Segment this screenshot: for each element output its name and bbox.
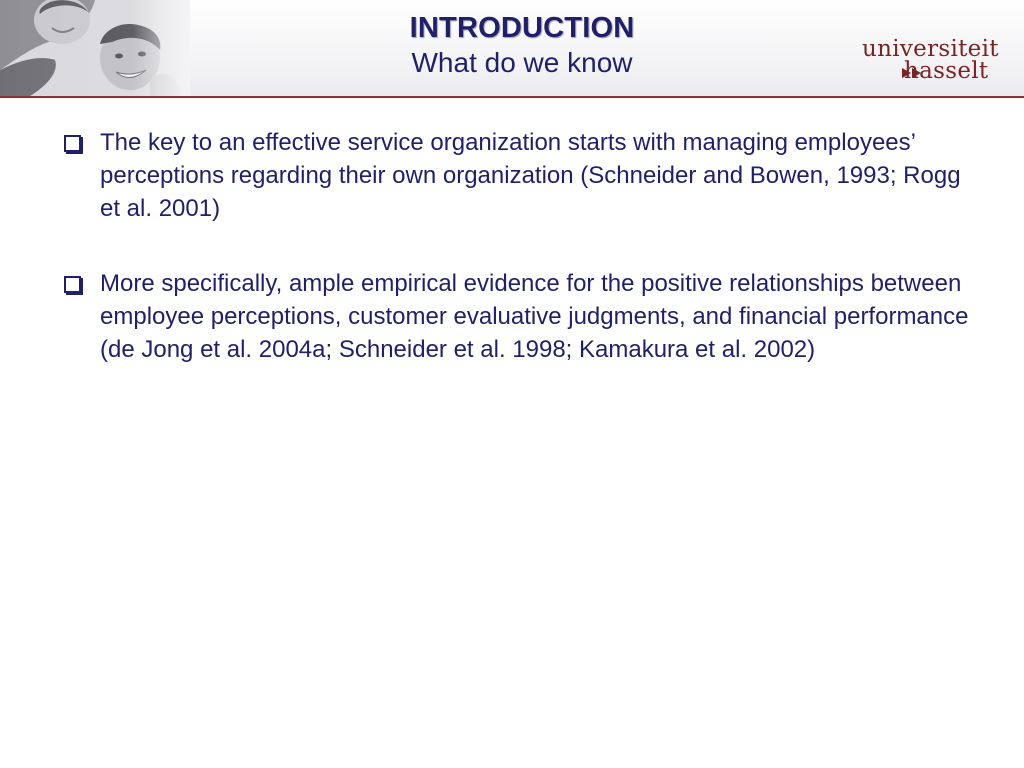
bullet-text: The key to an effective service organization starts with managing employees’ perceptions regarding their own organization (Schneider and Bowen, 1993; Rogg et al. 2001) bbox=[100, 129, 961, 222]
slide-header bbox=[0, 0, 1024, 96]
logo-text-line2: hasselt bbox=[904, 58, 989, 84]
header-photo bbox=[0, 0, 190, 96]
bullet-list bbox=[64, 126, 984, 366]
slide-title: INTRODUCTION bbox=[409, 12, 635, 44]
checkbox-square-icon bbox=[64, 135, 81, 152]
logo-text-line1: universiteit bbox=[862, 36, 999, 62]
bullet-item bbox=[64, 126, 984, 225]
checkbox-square-icon bbox=[64, 276, 81, 293]
bullet-item bbox=[64, 267, 984, 366]
slide-subtitle: What do we know bbox=[411, 47, 633, 78]
bullet-text: More specifically, ample empirical evidence for the positive relationships between employee perceptions, customer evaluative judgments, and financial performance (de Jong et al. 2004a; Schneider et al. 1998; Kamakura et al. 2002) bbox=[100, 270, 969, 363]
header-photo-image bbox=[0, 0, 190, 96]
header-divider bbox=[0, 96, 1024, 98]
university-logo bbox=[862, 36, 1012, 88]
title-block bbox=[290, 10, 754, 80]
